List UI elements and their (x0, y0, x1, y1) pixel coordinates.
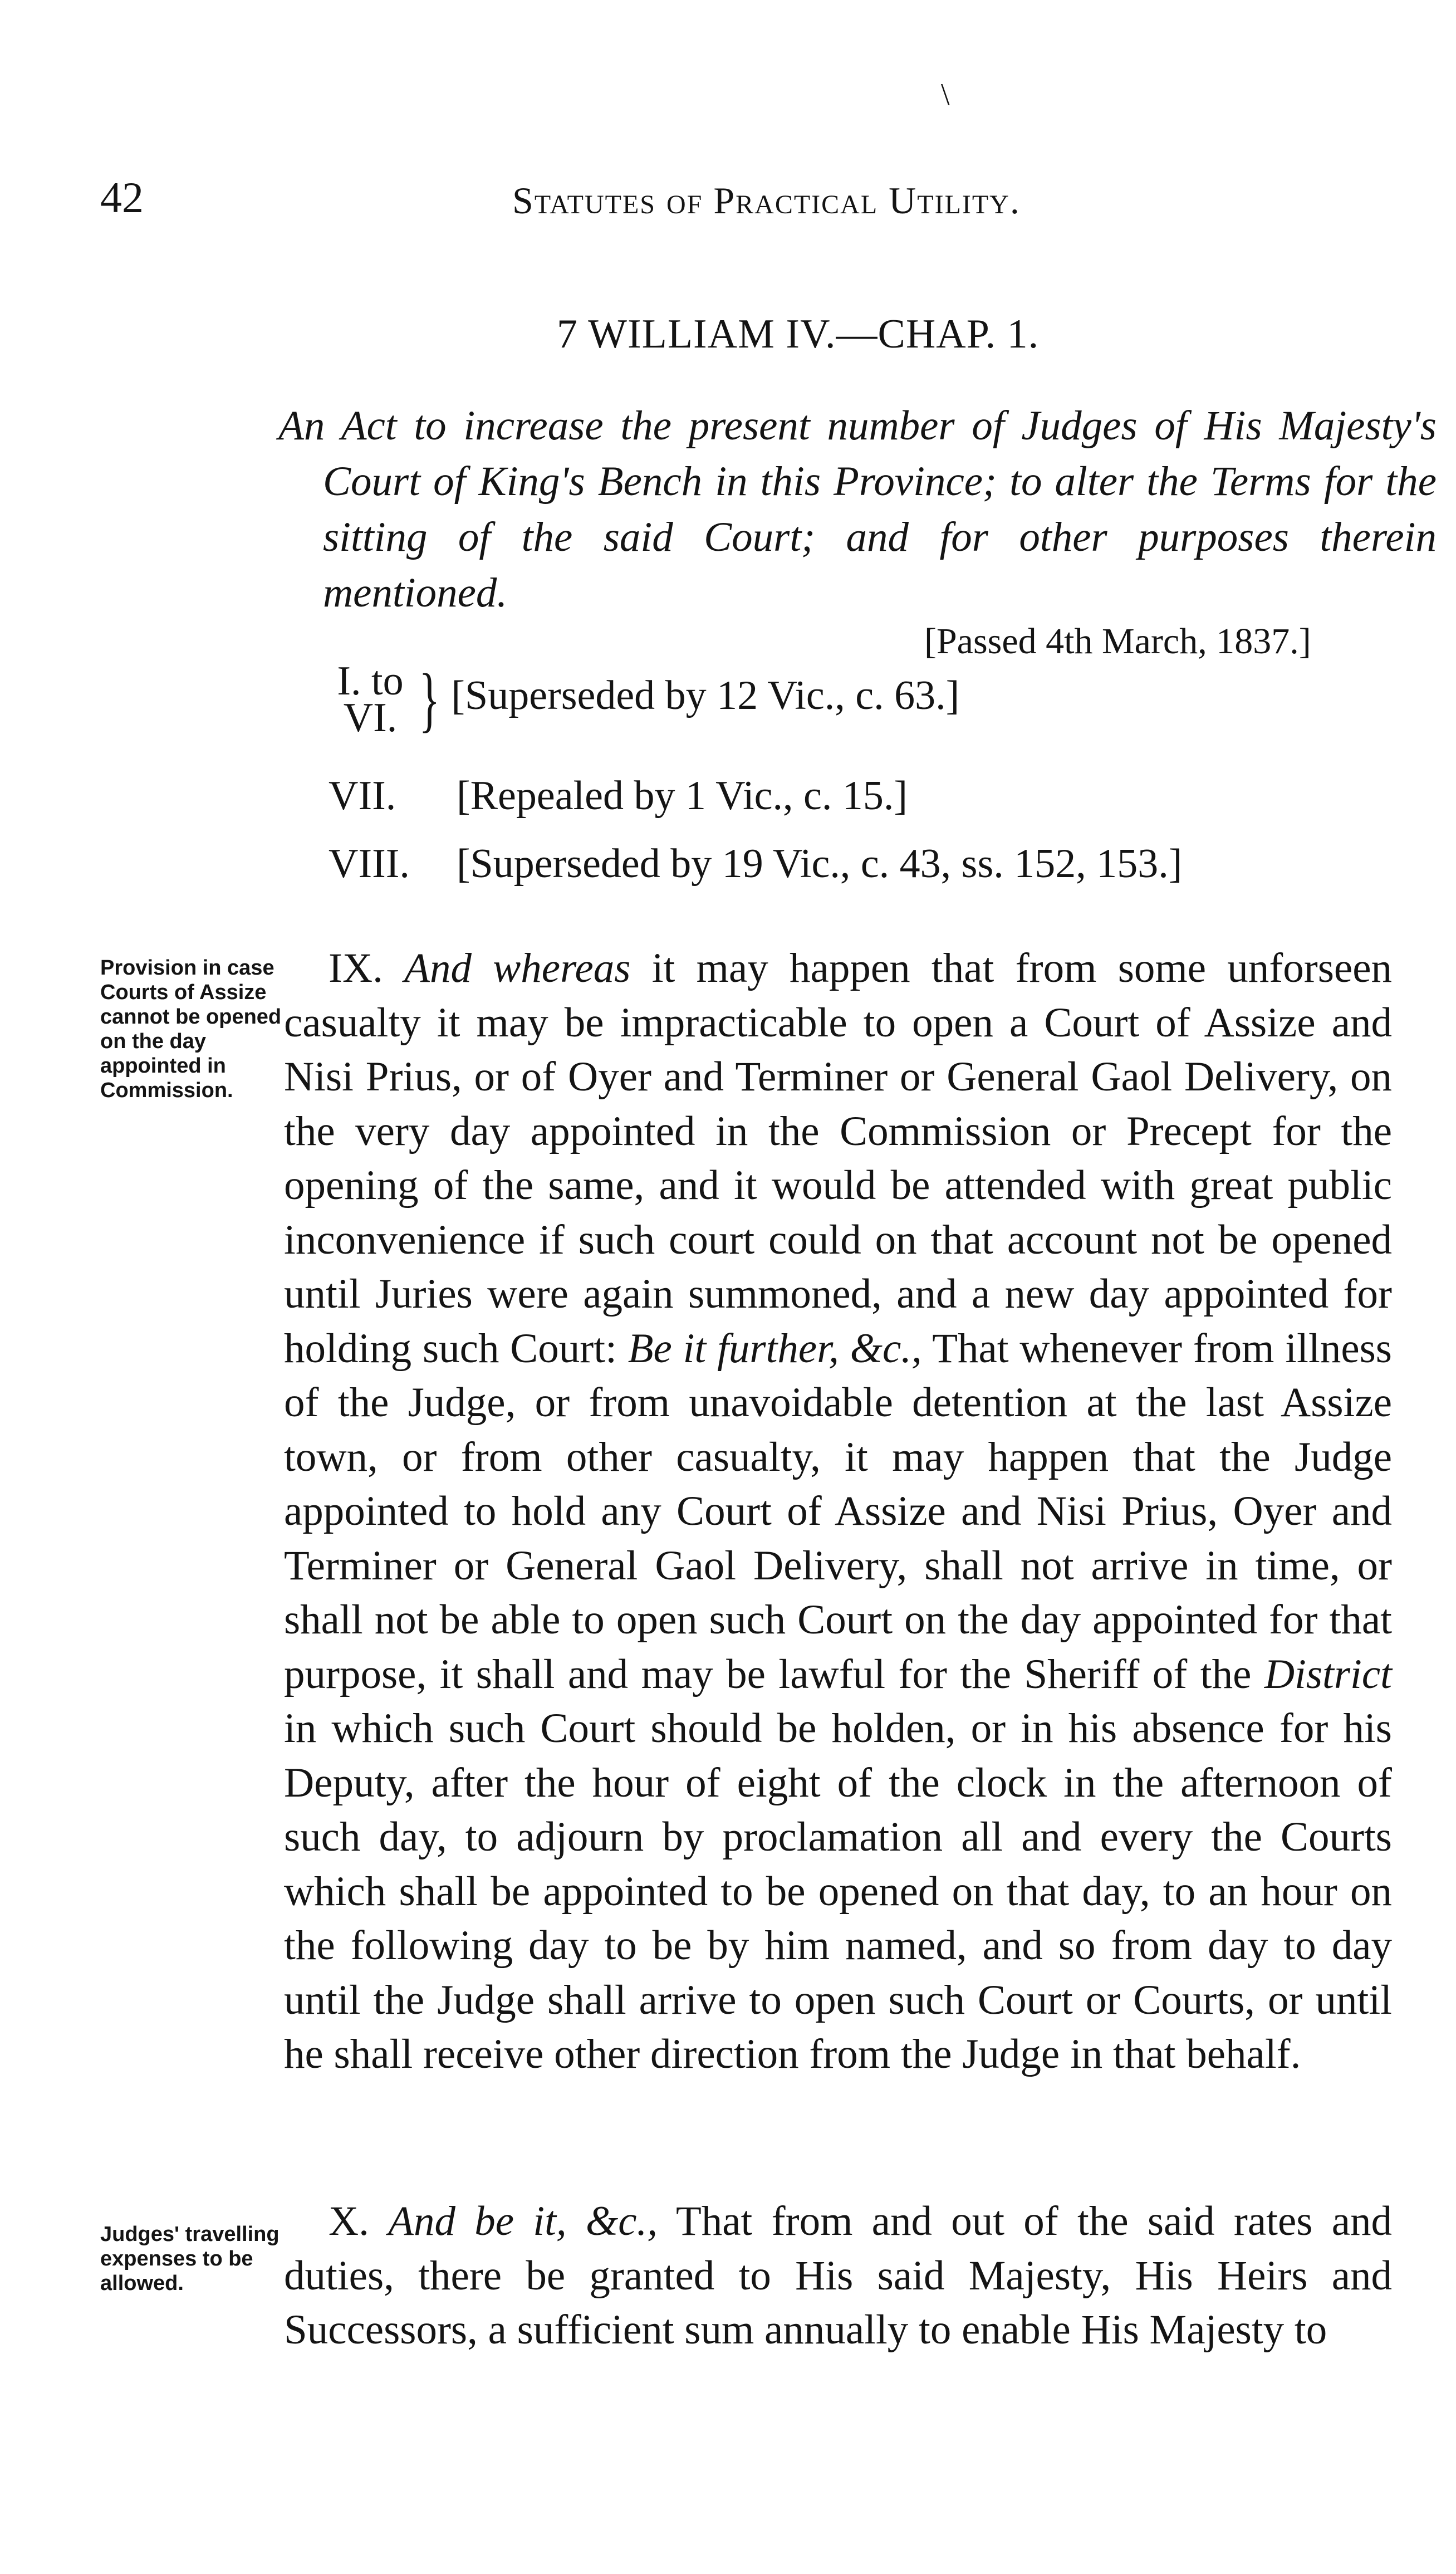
section-10-paragraph (284, 2194, 1392, 2357)
act-title: An Act to increase the present number of Judges of His Majesty's Court of King's Bench in this Province; to alter the Terms for the sitting of the said Court; and for other purposes therein mentioned. (278, 403, 1437, 616)
section-text: [Repealed by 1 Vic., c. 15.] (457, 773, 908, 819)
section-7 (329, 770, 908, 821)
passed-date: [Passed 4th March, 1837.] (924, 621, 1311, 662)
chapter-title: 7 WILLIAM IV.—CHAP. 1. (557, 311, 1040, 357)
margin-note-section-9: Provision in case Courts of Assize cannot be opened on the day appointed in Commission. (100, 956, 282, 1102)
section-text: in which such Court should be holden, or in his absence for his Deputy, after the hour of eight of the clock in the afternoon of such day, to adjourn by proclamation all and every the Courts which shall be appointed to be opened on that day, to an hour on the following day to be by him named, and so from day to day until the Judge shall arrive to open such Court or Courts, or until he shall receive other direction from the Judge in that behalf. (284, 1705, 1392, 2077)
section-9 (284, 941, 1392, 2082)
section-range-text: [Superseded by 12 Vic., c. 63.] (451, 672, 960, 718)
section-text: That whenever from illness of the Judge, or from unavoidable detention at the last Assize town, or from other casualty, it may happen that the Judge appointed to hold any Court of Assize and Nisi Prius, Oyer and Terminer or General Gaol Delivery, shall not arrive in time, or shall not be able to open such Court on the day appointed for that purpose, it shall and may be lawful for the Sheriff of the (284, 1325, 1392, 1697)
section-8 (329, 838, 1182, 889)
section-range-end: VI. (343, 695, 398, 741)
section-lead: And whereas (404, 945, 631, 991)
enacting-words: Be it further, &c., (627, 1325, 922, 1372)
section-number: X. (329, 2198, 369, 2244)
enacting-words: And be it, &c., (388, 2198, 658, 2244)
section-text: [Superseded by 19 Vic., c. 43, ss. 152, 153.] (457, 841, 1183, 887)
section-range-start: I. to (337, 658, 404, 704)
margin-note-section-10: Judges' travelling expenses to be allowed. (100, 2223, 280, 2295)
section-number: VIII. (329, 841, 410, 887)
section-text: That from and out of the said rates and duties, there be granted to His said Majesty, His Heirs and Successors, a sufficient sum annually to enable His Majesty to (284, 2198, 1393, 2353)
section-10 (284, 2194, 1392, 2357)
section-number: VII. (329, 773, 396, 819)
district-term: District (1264, 1651, 1392, 1697)
brace-mark: } (419, 659, 440, 740)
section-text: it may happen that from some unforseen casualty it may be impracticable to open a Court of Assize and Nisi Prius, or of Oyer and Terminer or General Gaol Delivery, on the very day appointed in the Commission or Precept for the opening of the same, and it would be attended with great public inconvenience if such court could on that account not be opened until Juries were again summoned, and a new day appointed for holding such Court: (284, 945, 1392, 1372)
section-range-1-6 (329, 658, 960, 741)
page-number: 42 (100, 173, 144, 222)
section-range-numbers (329, 658, 412, 741)
stray-mark: \ (941, 77, 950, 112)
section-number: IX. (329, 945, 383, 991)
section-9-paragraph (284, 941, 1392, 2082)
running-head: Statutes of Practical Utility. (512, 179, 1021, 222)
